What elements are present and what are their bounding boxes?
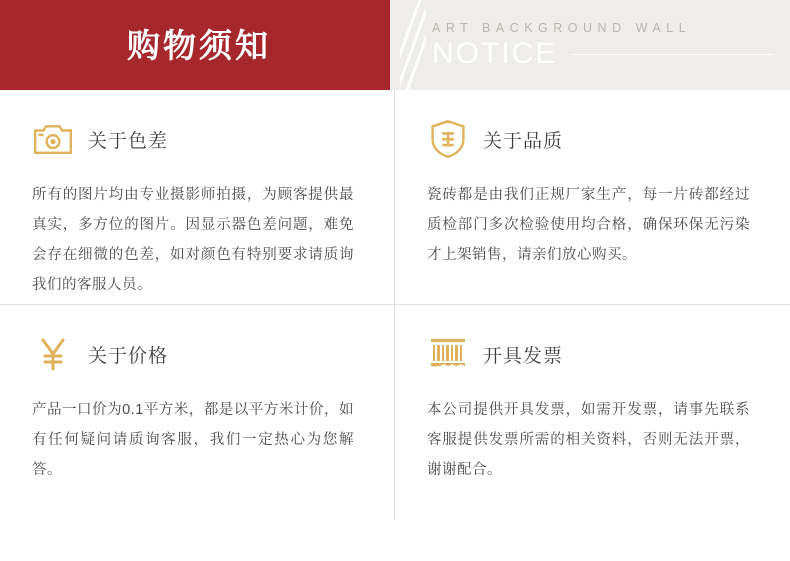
notice-card-title: 关于价格	[88, 345, 169, 367]
notice-grid	[0, 90, 790, 520]
notice-card-header	[32, 331, 354, 377]
yuan-price-icon	[32, 333, 74, 375]
page-title: 购物须知	[127, 26, 271, 64]
notice-card-body: 本公司提供开具发票，如需开发票，请事先联系客服提供发票所需的相关资料，否则无法开票，谢谢配合。	[427, 402, 750, 478]
invoice-icon	[427, 333, 469, 375]
header-english-title: NOTICE	[432, 37, 558, 70]
header-subtitle-block	[390, 0, 790, 90]
notice-card-title: 关于色差	[88, 130, 169, 152]
header-subtitle: ART BACKGROUND WALL	[432, 21, 692, 35]
page-header	[0, 0, 790, 90]
notice-card-invoice	[395, 305, 790, 520]
camera-icon	[32, 118, 74, 160]
header-title-block	[0, 0, 390, 90]
notice-card-body: 产品一口价为0.1平方米，都是以平方米计价，如有任何疑问请质询客服，我们一定热心为您解答。	[32, 402, 354, 478]
notice-card-title: 开具发票	[483, 345, 564, 367]
notice-card-body: 瓷砖都是由我们正规厂家生产，每一片砖都经过质检部门多次检验使用均合格，确保环保无污染才上架销售，请亲们放心购买。	[427, 187, 750, 263]
notice-card-body: 所有的图片均由专业摄影师拍摄，为顾客提供最真实，多方位的图片。因显示器色差问题，难免会存在细微的色差，如对颜色有特别要求请质询我们的客服人员。	[32, 187, 354, 293]
notice-card-header	[32, 116, 354, 162]
shield-quality-icon	[427, 118, 469, 160]
notice-card-price	[0, 305, 395, 520]
notice-card-header	[427, 116, 750, 162]
notice-card-color-difference	[0, 90, 395, 305]
header-divider-line	[571, 54, 774, 55]
header-english-row	[432, 39, 790, 69]
diagonal-stripes-decoration	[400, 0, 426, 90]
notice-card-header	[427, 331, 750, 377]
notice-card-title: 关于品质	[483, 130, 564, 152]
notice-card-quality	[395, 90, 790, 305]
